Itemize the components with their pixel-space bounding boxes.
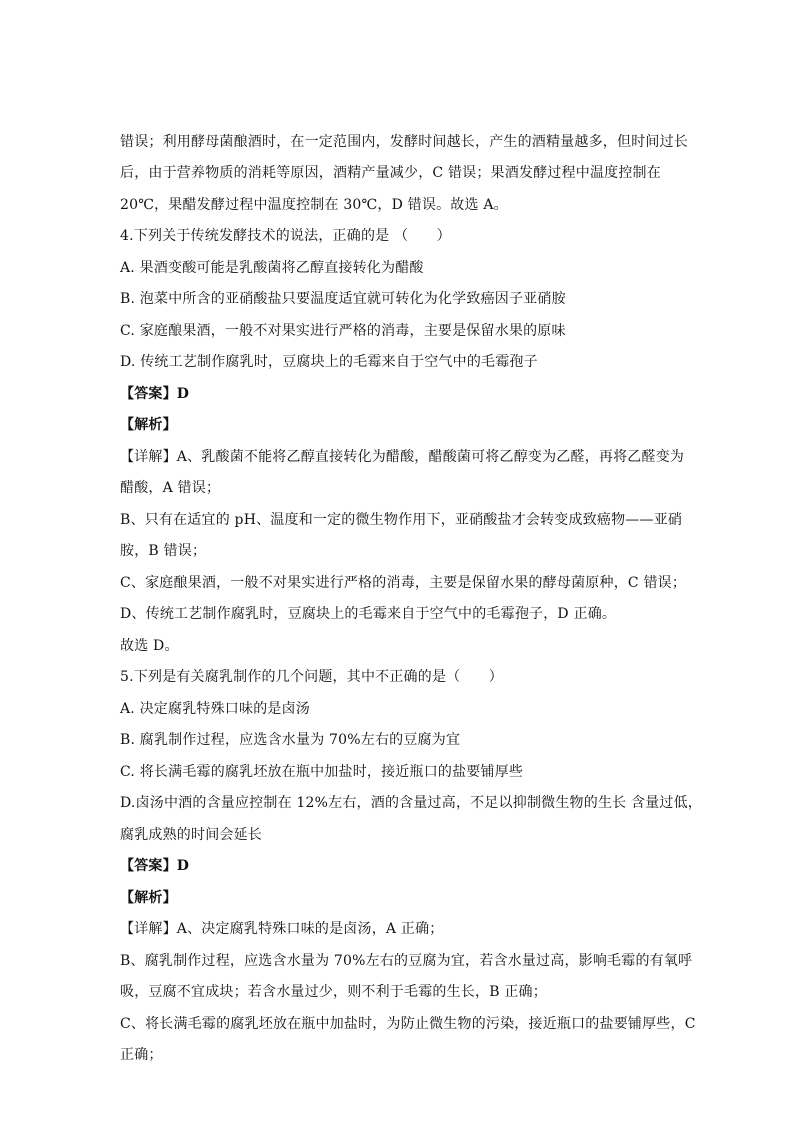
question-4-option-b: B. 泡菜中所含的亚硝酸盐只要温度适宜就可转化为化学致癌因子亚硝胺: [120, 291, 566, 307]
question-5-option-a: A. 决定腐乳特殊口味的是卤汤: [120, 701, 311, 717]
text-line: 20℃，果醋发酵过程中温度控制在 30℃，D 错误。故选 A。: [120, 197, 508, 213]
answer-label: 【答案】D: [120, 386, 190, 402]
analysis-label: 【解析】: [120, 890, 177, 906]
text-line: 【详解】A、决定腐乳特殊口味的是卤汤，A 正确；: [120, 921, 444, 937]
question-5-option-b: B. 腐乳制作过程，应选含水量为 70%左右的豆腐为宜: [120, 732, 461, 748]
text-line: B、只有在适宜的 pH、温度和一定的微生物作用下，亚硝酸盐才会转变成致癌物——亚硝: [120, 512, 683, 528]
text-line: C、家庭酿果酒，一般不对果实进行严格的消毒，主要是保留水果的酵母菌原种，C 错误；: [120, 575, 687, 591]
question-4-stem: 4.下列关于传统发酵技术的说法，正确的是 （ ）: [120, 228, 451, 244]
analysis-label: 【解析】: [120, 417, 177, 433]
question-4-option-c: C. 家庭酿果酒，一般不对果实进行严格的消毒，主要是保留水果的原味: [120, 323, 566, 339]
text-line: 腐乳成熟的时间会延长: [120, 827, 262, 843]
question-5-option-d: D.卤汤中酒的含量应控制在 12%左右，酒的含量过高，不足以抑制微生物的生长 含量过低，: [120, 795, 702, 811]
text-line: 胺，B 错误；: [120, 543, 207, 559]
question-5-stem: 5.下列是有关腐乳制作的几个问题，其中不正确的是（ ）: [120, 669, 503, 685]
text-line: C、将长满毛霉的腐乳坯放在瓶中加盐时，为防止微生物的污染，接近瓶口的盐要铺厚些，C: [120, 1016, 696, 1032]
text-line: 正确；: [120, 1047, 163, 1063]
text-line: 后，由于营养物质的消耗等原因，酒精产量减少，C 错误；果酒发酵过程中温度控制在: [120, 165, 661, 181]
question-4-option-a: A. 果酒变酸可能是乳酸菌将乙醇直接转化为醋酸: [120, 260, 424, 276]
answer-label: 【答案】D: [120, 858, 190, 874]
text-line: 错误；利用酵母菌酿酒时，在一定范围内，发酵时间越长，产生的酒精量越多，但时间过长: [120, 134, 688, 150]
text-line: 醋酸，A 错误；: [120, 480, 221, 496]
text-line: 【详解】A、乳酸菌不能将乙醇直接转化为醋酸，醋酸菌可将乙醇变为乙醛，再将乙醛变为: [120, 449, 685, 465]
text-line: B、腐乳制作过程，应选含水量为 70%左右的豆腐为宜，若含水量过高，影响毛霉的有氧呼: [120, 953, 693, 969]
text-line: 吸，豆腐不宜成块；若含水量过少，则不利于毛霉的生长，B 正确；: [120, 984, 547, 1000]
question-4-option-d: D. 传统工艺制作腐乳时，豆腐块上的毛霉来自于空气中的毛霉孢子: [120, 354, 538, 370]
question-5-option-c: C. 将长满毛霉的腐乳坯放在瓶中加盐时，接近瓶口的盐要铺厚些: [120, 764, 524, 780]
text-line: 故选 D。: [120, 638, 179, 654]
text-line: D、传统工艺制作腐乳时，豆腐块上的毛霉来自于空气中的毛霉孢子，D 正确。: [120, 606, 617, 622]
